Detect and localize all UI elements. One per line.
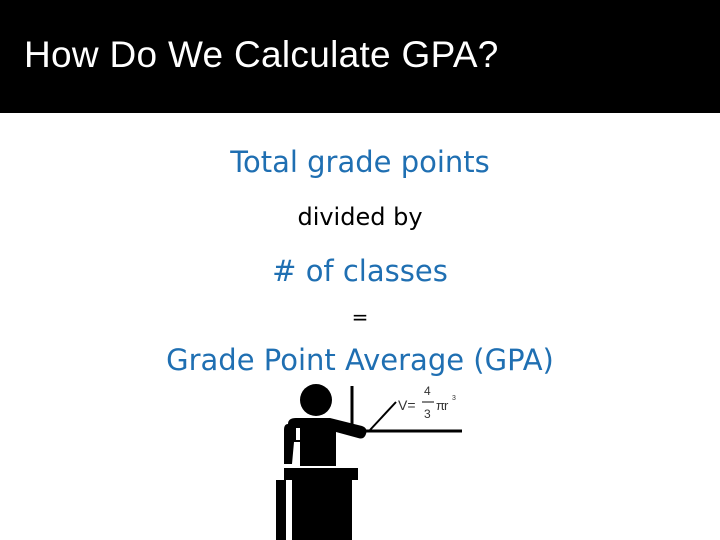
formula-lhs: V= (398, 397, 416, 413)
teacher-at-board-icon (270, 378, 470, 540)
gpa-result-text: Grade Point Average (GPA) (166, 343, 554, 377)
number-of-classes-text: # of classes (272, 254, 448, 288)
lectern-stand (292, 480, 352, 540)
lectern-top (284, 468, 358, 480)
teacher-legs (276, 480, 286, 540)
formula-denominator: 3 (424, 407, 431, 421)
formula-exponent: 3 (452, 395, 456, 402)
formula-pi: π (436, 398, 445, 413)
equals-sign: = (351, 305, 369, 329)
teacher-head (300, 384, 332, 416)
pointer-stick (370, 402, 396, 430)
title-bar (0, 0, 720, 113)
teacher-body (284, 418, 367, 466)
page-title: How Do We Calculate GPA? (24, 34, 499, 75)
total-grade-points-text: Total grade points (230, 145, 490, 179)
formula-var: r (444, 398, 449, 413)
formula-numerator: 4 (424, 384, 431, 398)
divided-by-text: divided by (297, 203, 423, 231)
teacher-cutout (296, 428, 300, 440)
